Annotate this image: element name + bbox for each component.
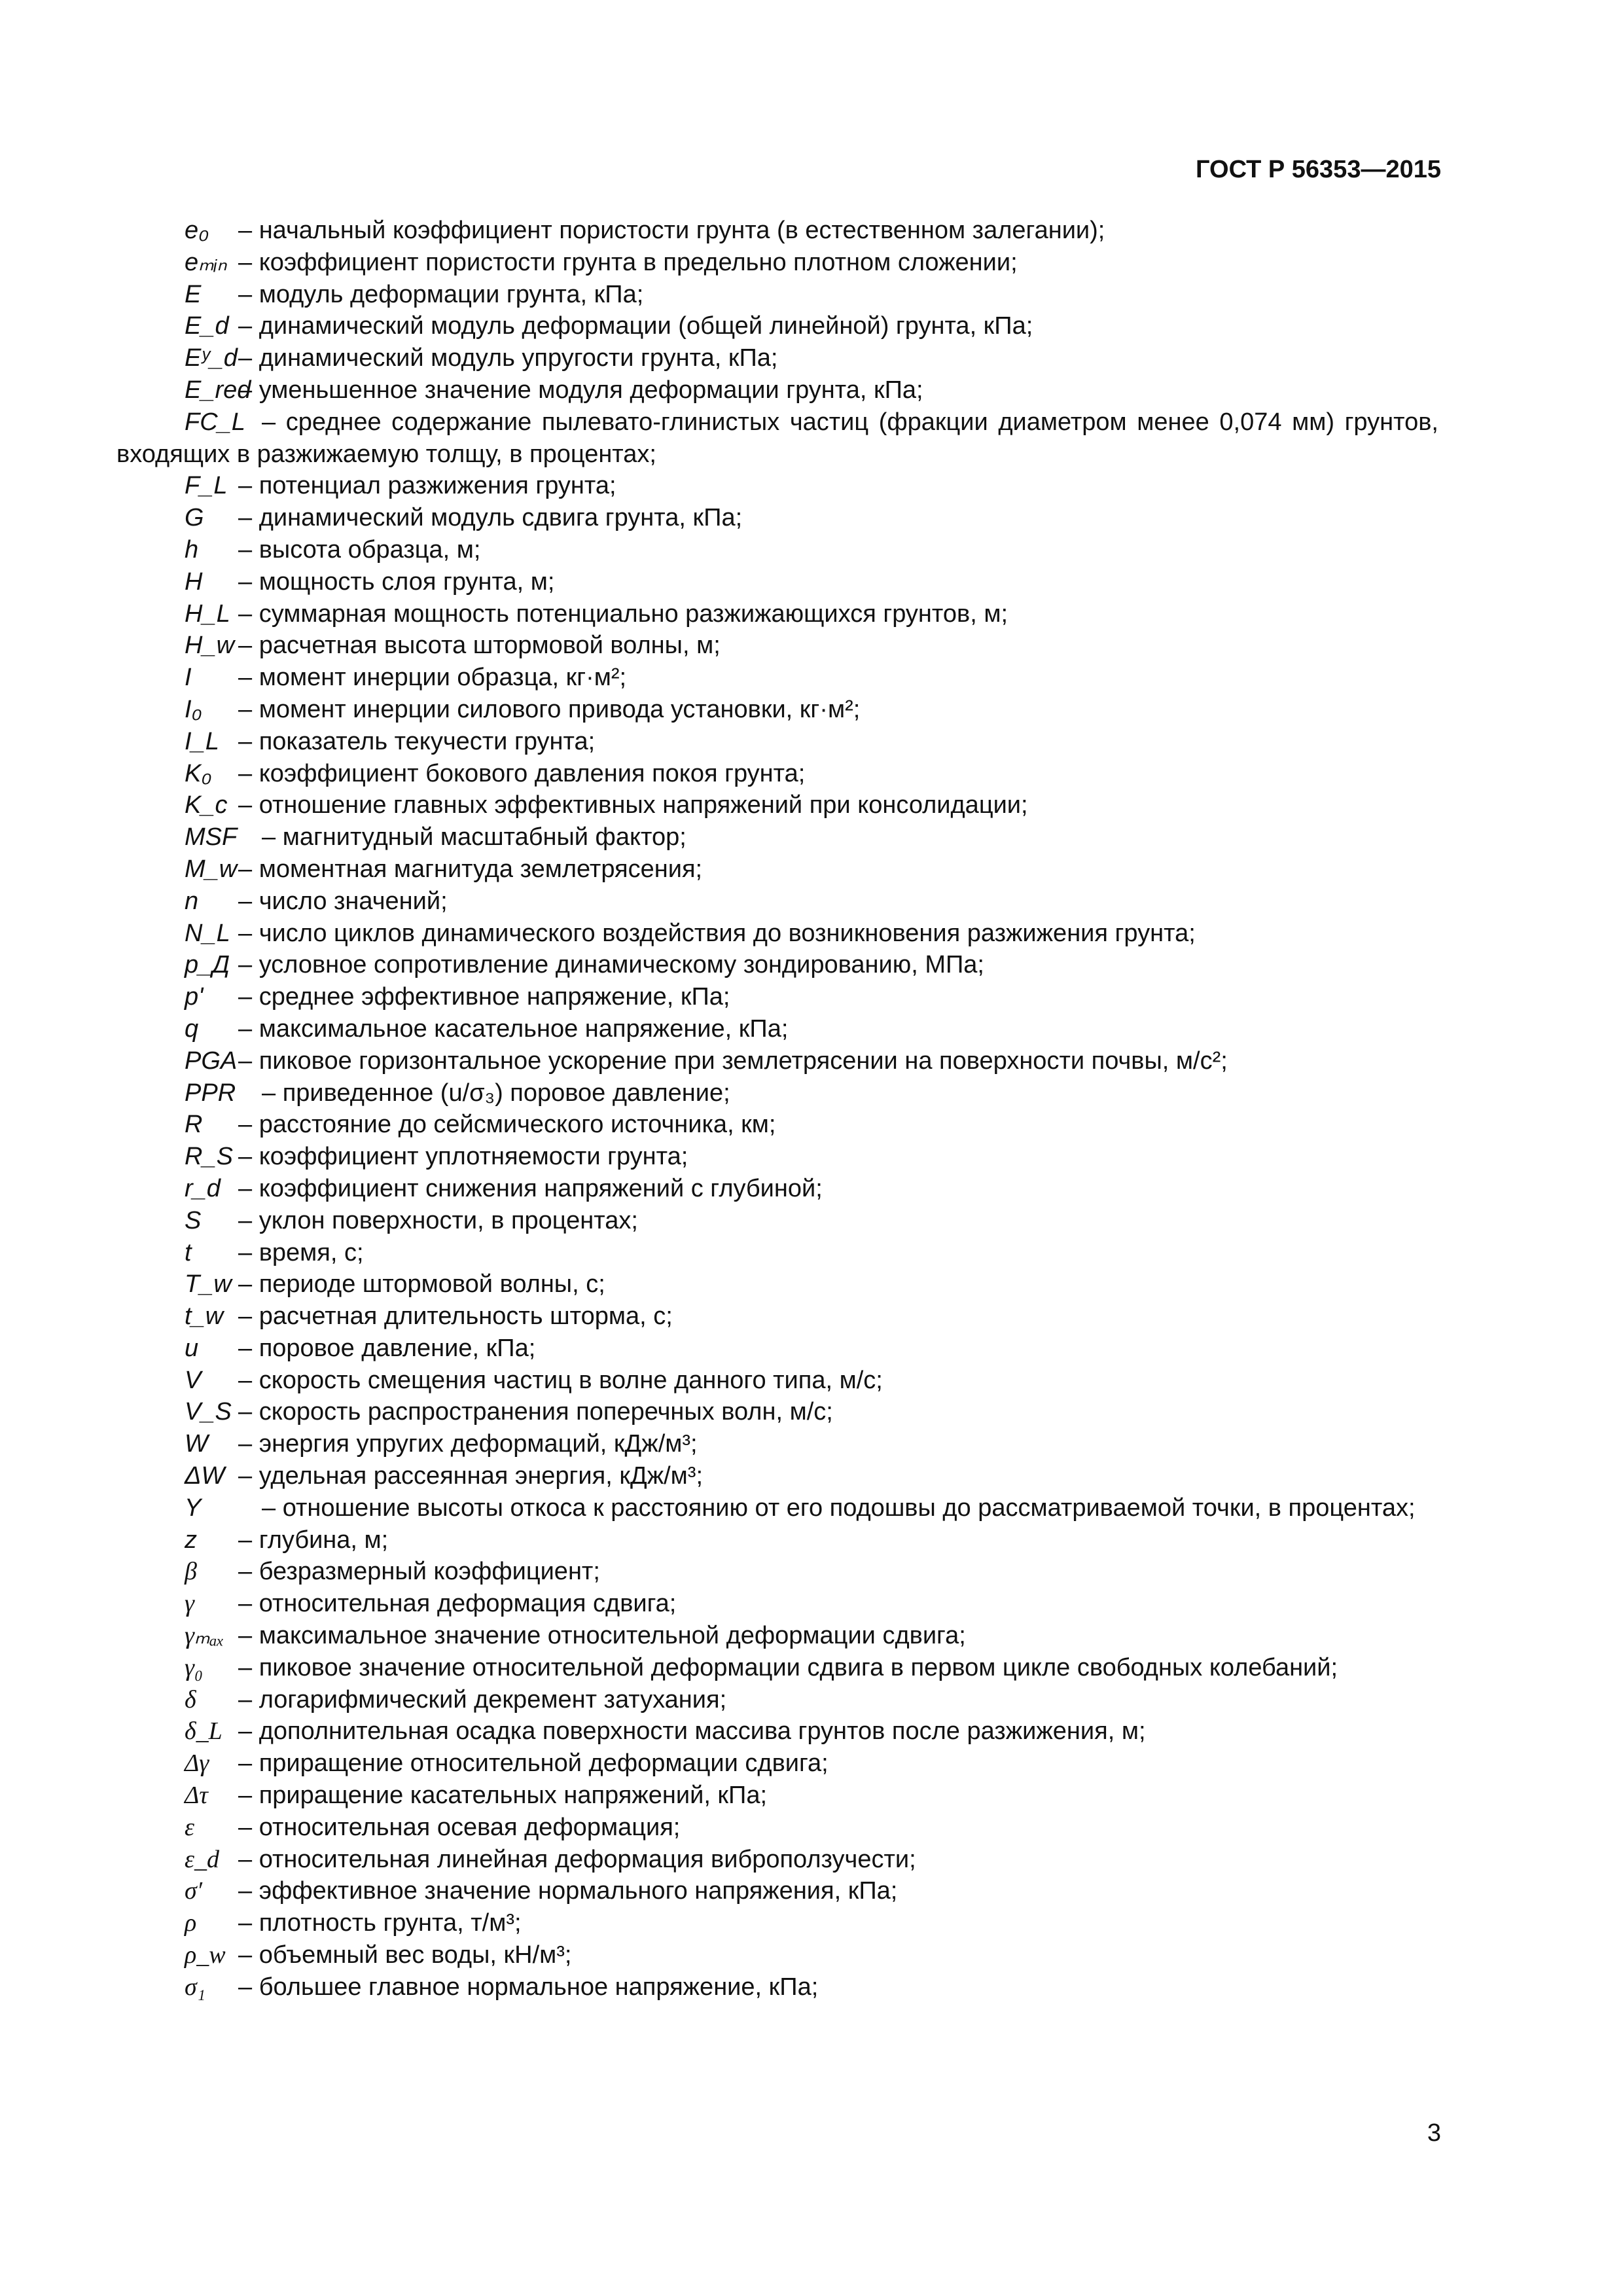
definition-item: [116, 1875, 1438, 1907]
definition-item: [116, 1588, 1438, 1620]
definition-symbol: p_Д: [185, 951, 230, 979]
definition-item: [116, 502, 1438, 534]
definition-symbol: S: [185, 1206, 202, 1234]
definition-item: [116, 758, 1438, 790]
definition-item: [116, 1365, 1438, 1397]
definition-item: [116, 279, 1438, 311]
definition-symbol: G: [185, 504, 204, 532]
definition-item: [116, 1524, 1438, 1556]
definition-item: [116, 1556, 1438, 1588]
definition-text: – приведенное (u/σ₃) поровое давление;: [262, 1079, 730, 1107]
definition-text: – поровое давление, кПа;: [238, 1334, 536, 1362]
definition-text: – среднее эффективное напряжение, кПа;: [238, 983, 730, 1011]
definition-text: – безразмерный коэффициент;: [238, 1558, 600, 1586]
definition-item: [116, 1013, 1438, 1045]
definition-symbol: PPR: [185, 1079, 236, 1107]
definition-symbol: E_d: [185, 312, 229, 340]
definition-symbol: ε: [185, 1813, 194, 1841]
definition-symbol: Δτ: [185, 1782, 208, 1810]
definition-symbol: H: [185, 567, 203, 596]
definition-text: – расстояние до сейсмического источника, км;: [238, 1111, 776, 1139]
definition-item: [116, 853, 1438, 886]
definition-text: – глубина, м;: [238, 1526, 389, 1554]
definition-symbol: FC_L: [185, 408, 245, 436]
definition-text: – время, с;: [238, 1238, 364, 1266]
definition-item: [116, 1237, 1438, 1269]
definition-item: [116, 981, 1438, 1013]
definition-item: [116, 821, 1438, 853]
definition-item: [116, 406, 1438, 471]
definition-text: – пиковое горизонтальное ускорение при землетрясении на поверхности почвы, м/с²;: [238, 1047, 1228, 1075]
definition-text: – относительная деформация сдвига;: [238, 1590, 677, 1618]
definition-symbol: q: [185, 1014, 199, 1043]
definition-symbol: γₘₐₓ: [185, 1622, 224, 1650]
definition-symbol: p': [185, 983, 204, 1011]
definition-text: – динамический модуль упругости грунта, кПа;: [238, 344, 778, 372]
definition-text: – удельная рассеянная энергия, кДж/м³;: [238, 1462, 704, 1490]
definition-item: [116, 470, 1438, 502]
definition-item: [116, 1748, 1438, 1780]
definition-item: [116, 662, 1438, 694]
definition-symbol: M_w: [185, 855, 238, 883]
definition-symbol: σ′: [185, 1877, 203, 1905]
definition-symbol: e₀: [185, 217, 209, 244]
definition-item: [116, 630, 1438, 662]
definition-item: [116, 1939, 1438, 1971]
definition-text: – число значений;: [238, 887, 448, 915]
definition-text: – скорость распространения поперечных волн, м/с;: [238, 1398, 833, 1426]
definition-symbol: H_L: [185, 600, 230, 628]
definition-item: [116, 726, 1438, 758]
definition-item: [116, 1268, 1438, 1300]
definition-text: – показатель текучести грунта;: [238, 727, 596, 755]
definition-symbol: E_red: [185, 376, 251, 404]
standard-header: ГОСТ Р 56353—2015: [1196, 156, 1441, 183]
definition-text: – момент инерции образца, кг·м²;: [238, 664, 627, 692]
definition-text: – объемный вес воды, кН/м³;: [238, 1941, 572, 1969]
definition-item: [116, 215, 1438, 247]
definition-text: – отношение главных эффективных напряжений при консолидации;: [238, 791, 1028, 819]
definition-text: – максимальное значение относительной деформации сдвига;: [238, 1622, 966, 1650]
definition-symbol: V: [185, 1366, 202, 1394]
definition-symbol: PGA: [185, 1047, 238, 1075]
definition-text: – пиковое значение относительной деформации сдвига в первом цикле свободных колебаний;: [238, 1653, 1338, 1681]
definition-text: – скорость смещения частиц в волне данного типа, м/с;: [238, 1366, 883, 1394]
definition-symbol: Y: [185, 1494, 202, 1522]
definition-text: – динамический модуль сдвига грунта, кПа;: [238, 504, 743, 532]
definition-symbol: V_S: [185, 1398, 232, 1426]
definition-symbol: H_w: [185, 632, 235, 660]
definition-text: – энергия упругих деформаций, кДж/м³;: [238, 1430, 698, 1458]
definition-symbol: Eʸ_d: [185, 344, 238, 372]
definition-symbol: N_L: [185, 919, 230, 947]
definition-item: [116, 1077, 1438, 1109]
definition-item: [116, 1620, 1438, 1652]
definition-symbol: z: [185, 1526, 197, 1554]
definition-text: – отношение высоты откоса к расстоянию от его подошвы до рассматриваемой точки, в процентах;: [262, 1494, 1416, 1522]
definition-item: [116, 1205, 1438, 1237]
definition-symbol: t: [185, 1238, 192, 1266]
page-number: 3: [1427, 2119, 1441, 2147]
definition-item: [116, 918, 1438, 950]
definition-symbol: F_L: [185, 472, 228, 500]
definition-symbol: Δγ: [185, 1749, 209, 1778]
definition-text: – относительная линейная деформация виброползучести;: [238, 1845, 916, 1873]
definition-text: – моментная магнитуда землетрясения;: [238, 855, 703, 883]
definition-text: – среднее содержание пылевато-глинистых частиц (фракции диаметром менее 0,074 мм) грунтов, входящих в разжижаемую толщу, в процентах;: [116, 408, 1438, 468]
definition-text: – плотность грунта, т/м³;: [238, 1909, 522, 1937]
definition-text: – относительная осевая деформация;: [238, 1813, 681, 1841]
definition-text: – условное сопротивление динамическому зондированию, МПа;: [238, 951, 984, 979]
definition-text: – момент инерции силового привода установки, кг·м²;: [238, 695, 861, 723]
definition-item: [116, 1109, 1438, 1141]
definition-symbol: R_S: [185, 1143, 233, 1171]
definition-text: – коэффициент пористости грунта в предельно плотном сложении;: [238, 248, 1018, 276]
definition-item: [116, 566, 1438, 598]
definition-symbol: t_w: [185, 1302, 224, 1331]
definition-text: – дополнительная осадка поверхности массива грунтов после разжижения, м;: [238, 1717, 1146, 1746]
definition-text: – расчетная высота штормовой волны, м;: [238, 632, 721, 660]
definition-item: [116, 886, 1438, 918]
definition-text: – мощность слоя грунта, м;: [238, 567, 555, 596]
definition-text: – эффективное значение нормального напряжения, кПа;: [238, 1877, 898, 1905]
definition-symbol: E: [185, 280, 202, 308]
definition-item: [116, 342, 1438, 374]
definition-item: [116, 374, 1438, 406]
definition-text: – уменьшенное значение модуля деформации грунта, кПа;: [238, 376, 923, 404]
definition-item: [116, 310, 1438, 342]
definition-item: [116, 1684, 1438, 1716]
definition-text: – модуль деформации грунта, кПа;: [238, 280, 644, 308]
definition-symbol: I: [185, 664, 192, 692]
definition-item: [116, 1396, 1438, 1428]
definition-symbol: r_d: [185, 1174, 221, 1202]
definition-text: – приращение относительной деформации сдвига;: [238, 1749, 829, 1778]
definition-text: – периоде штормовой волны, с;: [238, 1270, 605, 1299]
definition-item: [116, 1812, 1438, 1844]
definition-symbol: ρ: [185, 1909, 197, 1937]
definition-item: [116, 1045, 1438, 1077]
definition-symbol: u: [185, 1334, 199, 1362]
definition-text: – потенциал разжижения грунта;: [238, 472, 616, 500]
definition-symbol: β: [185, 1558, 197, 1586]
definition-text: – коэффициент уплотняемости грунта;: [238, 1143, 688, 1171]
definition-text: – приращение касательных напряжений, кПа;: [238, 1782, 768, 1810]
definition-symbol: ΔW: [185, 1462, 225, 1490]
definition-text: – начальный коэффициент пористости грунта (в естественном залегании);: [238, 217, 1105, 244]
definition-text: – высота образца, м;: [238, 535, 481, 564]
definition-symbol: n: [185, 887, 199, 915]
definition-item: [116, 534, 1438, 566]
definition-item: [116, 1715, 1438, 1748]
definition-text: – динамический модуль деформации (общей линейной) грунта, кПа;: [238, 312, 1033, 340]
definition-symbol: γ₀: [185, 1653, 204, 1681]
definition-symbol: MSF: [185, 823, 238, 852]
definition-text: – большее главное нормальное напряжение, кПа;: [238, 1973, 819, 2001]
definition-text: – коэффициент снижения напряжений с глубиной;: [238, 1174, 823, 1202]
definition-symbol: I₀: [185, 695, 202, 723]
definition-symbol: ε_d: [185, 1845, 219, 1873]
definition-symbol: I_L: [185, 727, 219, 755]
definition-text: – коэффициент бокового давления покоя грунта;: [238, 759, 806, 787]
definition-symbol: R: [185, 1111, 203, 1139]
definition-symbol: W: [185, 1430, 208, 1458]
definitions-list: [116, 215, 1438, 2003]
definition-text: – логарифмический декремент затухания;: [238, 1685, 727, 1713]
definition-symbol: ρ_w: [185, 1941, 226, 1969]
definition-item: [116, 694, 1438, 726]
definition-symbol: K_c: [185, 791, 228, 819]
definition-symbol: h: [185, 535, 199, 564]
definition-text: – максимальное касательное напряжение, кПа;: [238, 1014, 789, 1043]
definition-item: [116, 1492, 1438, 1524]
definition-symbol: σ₁: [185, 1973, 205, 2001]
definition-text: – расчетная длительность шторма, с;: [238, 1302, 673, 1331]
definition-item: [116, 1971, 1438, 2003]
definition-symbol: K₀: [185, 759, 212, 787]
definition-symbol: eₘᵢₙ: [185, 248, 227, 276]
definition-item: [116, 789, 1438, 821]
definition-text: – суммарная мощность потенциально разжижающихся грунтов, м;: [238, 600, 1008, 628]
definition-item: [116, 1173, 1438, 1205]
definition-item: [116, 1141, 1438, 1173]
definition-item: [116, 247, 1438, 279]
definition-item: [116, 1780, 1438, 1812]
definition-item: [116, 1460, 1438, 1492]
definition-symbol: δ_L: [185, 1717, 223, 1746]
definition-text: – магнитудный масштабный фактор;: [262, 823, 687, 852]
definition-item: [116, 1907, 1438, 1939]
definition-symbol: δ: [185, 1685, 196, 1713]
definition-symbol: T_w: [185, 1270, 232, 1299]
definition-text: – число циклов динамического воздействия до возникновения разжижения грунта;: [238, 919, 1196, 947]
definition-item: [116, 1333, 1438, 1365]
definition-item: [116, 1844, 1438, 1876]
definition-item: [116, 1428, 1438, 1460]
definition-text: – уклон поверхности, в процентах;: [238, 1206, 638, 1234]
definition-item: [116, 1300, 1438, 1333]
definition-item: [116, 949, 1438, 981]
definition-symbol: γ: [185, 1590, 194, 1618]
definition-item: [116, 598, 1438, 630]
definition-item: [116, 1652, 1438, 1684]
